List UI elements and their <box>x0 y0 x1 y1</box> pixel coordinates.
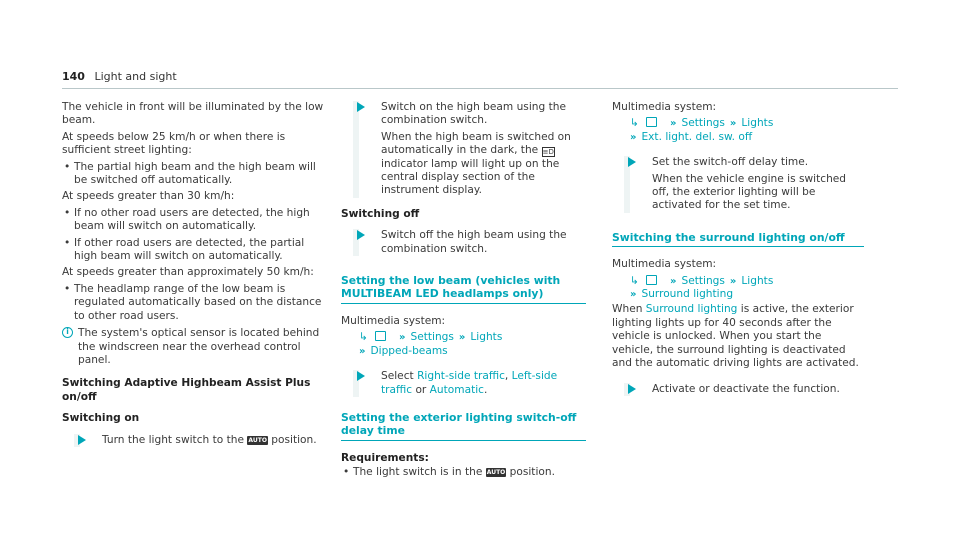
path-dipped-beams: Dipped-beams <box>370 344 448 357</box>
home-icon <box>646 275 657 285</box>
path-lights: Lights <box>741 117 774 130</box>
column-1 <box>62 101 324 457</box>
chevron-right-icon: » <box>729 275 737 287</box>
info-note <box>62 327 324 367</box>
speed-above-30-text: At speeds greater than 30 km/h: <box>62 190 235 203</box>
chevron-right-icon: » <box>399 332 406 344</box>
path-settings: Settings <box>410 331 454 344</box>
chevron-right-icon: » <box>630 289 637 301</box>
step-arrow-icon <box>357 102 365 112</box>
home-icon <box>375 331 386 341</box>
list-item <box>62 237 324 264</box>
home-icon <box>646 117 657 127</box>
surround-description <box>612 303 864 370</box>
header-divider <box>62 88 898 89</box>
detail-text: indicator lamp will light up on the central display section of the instrument display. <box>381 157 560 197</box>
desc-text: is active, the exterior lighting lights up for 40 seconds after the vehicle is unlocked. When you start the vehicle, the surround lighting is deactivated and the automatic driving lights are activated. <box>612 303 859 370</box>
chevron-right-icon: » <box>670 118 677 130</box>
bullet-icon: • <box>64 236 71 249</box>
instruction-step <box>624 156 864 213</box>
menu-path <box>341 331 586 358</box>
desc-text: When <box>612 303 643 316</box>
turn-arrow-icon: ↳ <box>630 274 639 287</box>
note-text: The system's optical sensor is located behind the windscreen near the overhead control panel. <box>78 327 320 366</box>
path-row <box>630 117 864 130</box>
list-item <box>62 283 324 323</box>
step-text: position. <box>271 433 317 446</box>
bullet-text: The light switch is in the <box>353 466 483 479</box>
instruction-step: Select Right-side traffic, Left-side traffic or Automatic. <box>353 370 586 397</box>
subheading-switching-on: Switching on <box>62 412 140 425</box>
path-row <box>359 345 586 358</box>
speed-below-25-text: At speeds below 25 km/h or when there is sufficient street lighting: <box>62 130 286 157</box>
path-row <box>630 288 864 301</box>
step-text: Select <box>381 370 414 383</box>
heading-low-beam: Setting the low beam (vehicles with MULTIBEAM LED headlamps only) <box>341 274 586 304</box>
chevron-right-icon: » <box>359 345 366 357</box>
step-arrow-icon <box>357 371 365 381</box>
path-lights: Lights <box>741 274 774 287</box>
list-item <box>341 466 586 479</box>
bullet-icon: • <box>64 160 71 173</box>
surround-lighting-term: Surround lighting <box>645 303 738 316</box>
instruction-step <box>624 383 864 396</box>
instruction-step <box>353 229 586 256</box>
step-text: Set the switch-off delay time. <box>652 156 809 169</box>
chevron-right-icon: » <box>458 332 466 344</box>
page-number: 140 <box>62 70 85 83</box>
path-row <box>630 275 864 288</box>
detail-text: When the high beam is switched on automatically in the dark, the <box>381 130 571 157</box>
bullet-icon: • <box>64 206 71 219</box>
step-detail <box>381 131 586 198</box>
info-icon: i <box>62 327 73 338</box>
path-settings: Settings <box>681 117 725 130</box>
section-heading: Switching Adaptive Highbeam Assist Plus on/off <box>62 377 311 403</box>
column-3 <box>612 101 864 406</box>
multimedia-label: Multimedia system: <box>612 258 717 271</box>
bullet-icon: • <box>64 282 71 295</box>
path-row <box>359 331 586 344</box>
requirements-label: Requirements: <box>341 451 429 464</box>
bullet-text: If other road users are detected, the partial high beam will switch on automatically. <box>74 236 305 263</box>
path-settings: Settings <box>681 274 725 287</box>
subheading-switching-off: Switching off <box>341 207 420 220</box>
path-ext-light-delay: Ext. light. del. sw. off <box>641 130 753 143</box>
step-text: Switch on the high beam using the combination switch. <box>381 101 566 127</box>
instruction-step <box>74 434 324 447</box>
column-2 <box>341 101 586 480</box>
intro-text: The vehicle in front will be illuminated by the low beam. <box>62 101 324 127</box>
heading-delay-time: Setting the exterior lighting switch-off delay time <box>341 411 586 441</box>
step-detail: When the vehicle engine is switched off, the exterior lighting will be activated for the set time. <box>652 172 847 212</box>
chevron-right-icon: » <box>729 118 737 130</box>
step-arrow-icon <box>628 157 636 167</box>
option-automatic: Automatic <box>429 383 485 396</box>
bullet-text: If no other road users are detected, the high beam will switch on automatically. <box>74 206 310 233</box>
turn-arrow-icon: ↳ <box>359 331 368 344</box>
step-text: Switch off the high beam using the combination switch. <box>381 229 567 255</box>
section-title: Light and sight <box>94 70 177 83</box>
speed-approx-50-text: At speeds greater than approximately 50 km/h: <box>62 266 314 279</box>
step-text: Activate or deactivate the function. <box>652 382 840 395</box>
step-arrow-icon <box>357 230 365 240</box>
chevron-right-icon: » <box>630 131 637 143</box>
bullet-text: The partial high beam and the high beam will be switched off automatically. <box>74 160 316 187</box>
turn-arrow-icon: ↳ <box>630 117 639 130</box>
page-header <box>62 70 177 83</box>
menu-path <box>612 117 864 144</box>
auto-position-icon: AUTO <box>248 436 267 444</box>
option-right-side-traffic: Right-side traffic <box>417 370 505 383</box>
high-beam-indicator-icon: ≡D <box>542 148 554 157</box>
path-surround-lighting: Surround lighting <box>641 288 734 301</box>
step-arrow-icon <box>78 435 86 445</box>
chevron-right-icon: » <box>670 275 677 287</box>
bullet-text: position. <box>509 466 555 479</box>
bullet-icon: • <box>343 466 350 479</box>
step-arrow-icon <box>628 384 636 394</box>
instruction-step <box>353 101 586 198</box>
list-item <box>62 207 324 234</box>
heading-surround-lighting: Switching the surround lighting on/off <box>612 231 864 247</box>
path-row <box>630 131 864 144</box>
bullet-text: The headlamp range of the low beam is regulated automatically based on the distance to other road users. <box>74 282 322 322</box>
menu-path <box>612 275 864 302</box>
step-text: or <box>415 383 427 396</box>
multimedia-label: Multimedia system: <box>341 314 446 327</box>
list-item <box>62 161 324 188</box>
path-lights: Lights <box>470 331 503 344</box>
step-text: Turn the light switch to the <box>102 433 245 446</box>
option-left-side-traffic: Left-side traffic <box>381 370 558 396</box>
auto-position-icon: AUTO <box>486 469 506 477</box>
multimedia-label: Multimedia system: <box>612 101 717 113</box>
